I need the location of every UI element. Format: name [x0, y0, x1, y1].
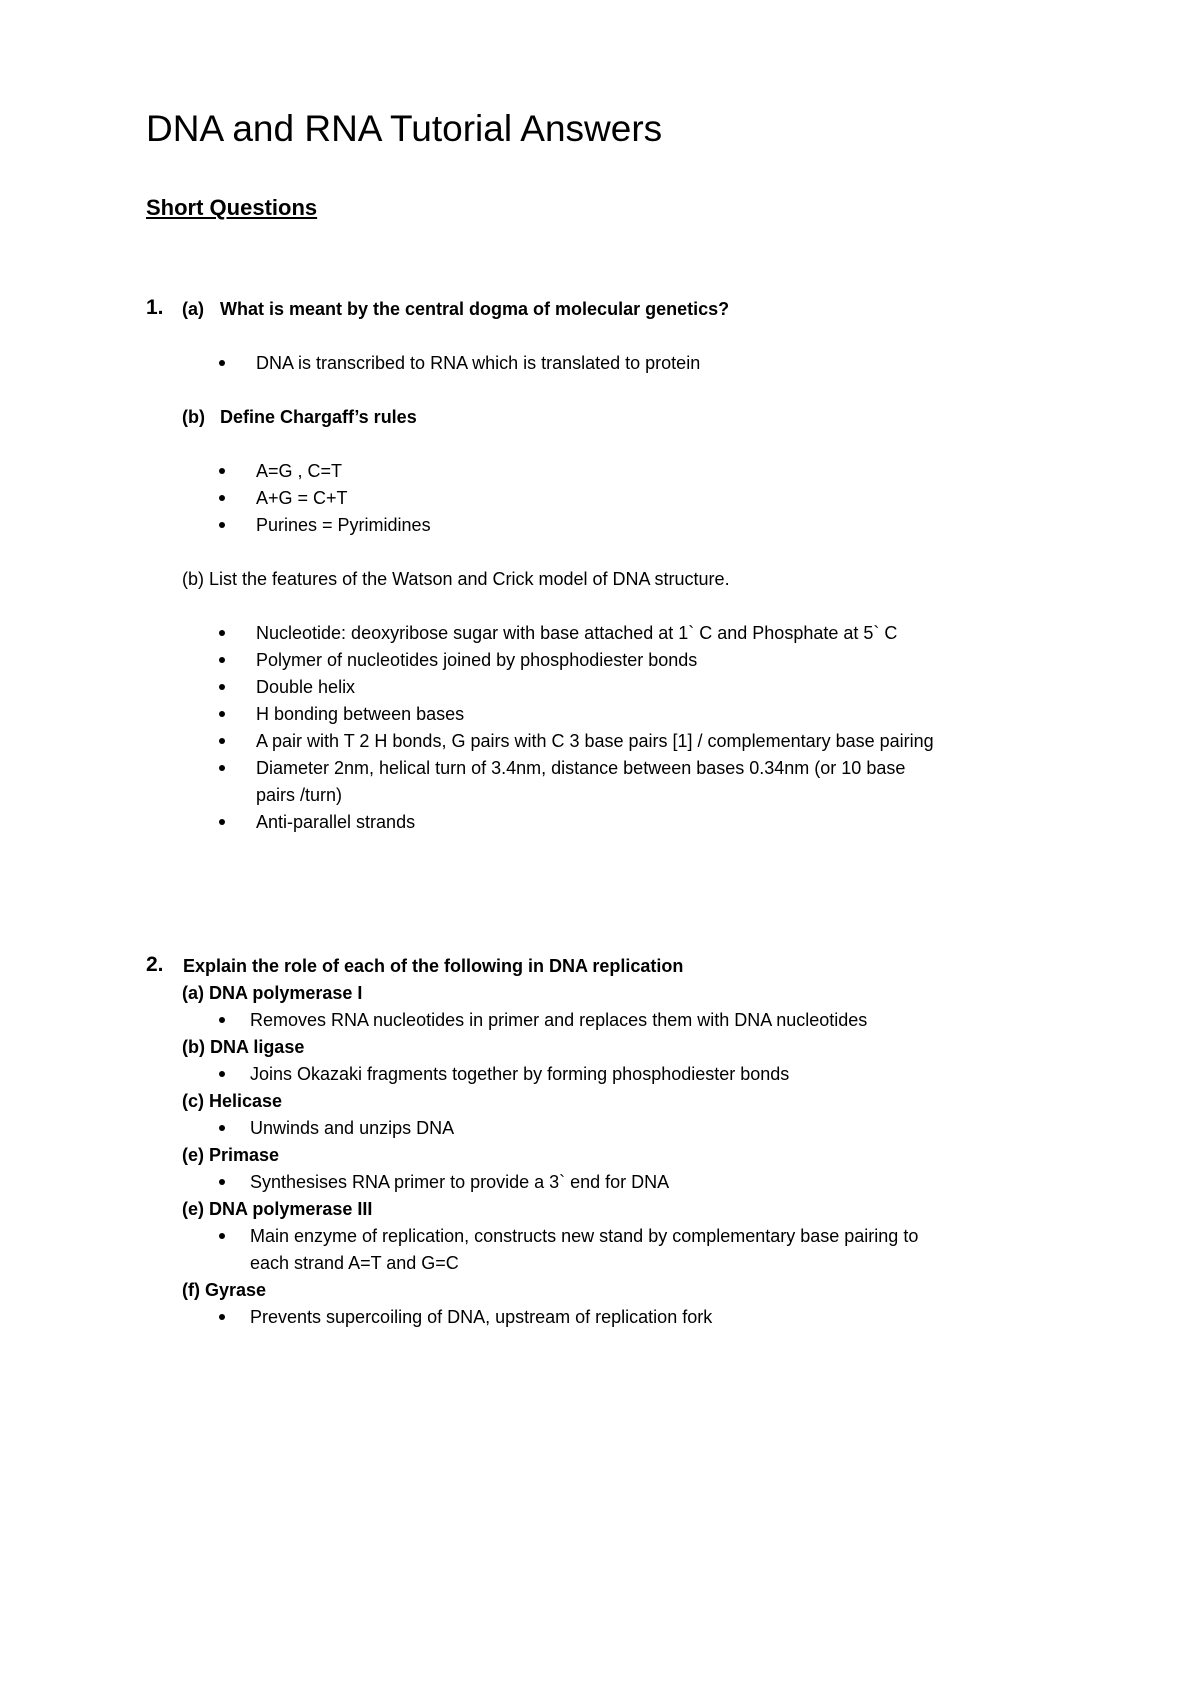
question-2f-label: (f) Gyrase	[182, 1280, 267, 1300]
bullet-icon	[219, 819, 225, 825]
question-1b-label: (b)	[182, 407, 205, 427]
bullet-icon	[219, 522, 225, 528]
question-2e-label: (e) DNA polymerase III	[182, 1199, 373, 1219]
question-2a-label: (a) DNA polymerase I	[182, 983, 363, 1003]
answer-1c-6: Anti-parallel strands	[256, 812, 416, 832]
answer-1c-3: H bonding between bases	[256, 704, 465, 724]
question-1-number: 1.	[146, 296, 164, 319]
answer-1b-0: A=G , C=T	[256, 461, 343, 481]
bullet-icon	[219, 1017, 225, 1023]
bullet-icon	[219, 468, 225, 474]
bullet-icon	[219, 765, 225, 771]
bullet-icon	[219, 1233, 225, 1239]
question-1a-label: (a)	[182, 299, 204, 319]
document-title: DNA and RNA Tutorial Answers	[146, 108, 663, 149]
answer-2e: Main enzyme of replication, constructs new stand by complementary base pairing to	[250, 1226, 919, 1246]
question-1c-text: (b) List the features of the Watson and Crick model of DNA structure.	[182, 569, 730, 589]
bullet-icon	[219, 738, 225, 744]
bullet-icon	[219, 360, 225, 366]
answer-2f: Prevents supercoiling of DNA, upstream of replication fork	[250, 1307, 713, 1327]
answer-2a: Removes RNA nucleotides in primer and replaces them with DNA nucleotides	[250, 1010, 868, 1030]
answer-1b-2: Purines = Pyrimidines	[256, 515, 431, 535]
answer-2d: Synthesises RNA primer to provide a 3` end for DNA	[250, 1172, 670, 1192]
bullet-icon	[219, 711, 225, 717]
bullet-icon	[219, 684, 225, 690]
answer-2b: Joins Okazaki fragments together by forming phosphodiester bonds	[250, 1064, 790, 1084]
question-2-number: 2.	[146, 953, 164, 976]
answer-1b-1: A+G = C+T	[256, 488, 348, 508]
answer-1c-5-cont: pairs /turn)	[256, 785, 343, 805]
bullet-icon	[219, 1125, 225, 1131]
question-1b-text: Define Chargaff’s rules	[220, 407, 417, 427]
bullet-icon	[219, 657, 225, 663]
answer-1c-2: Double helix	[256, 677, 356, 697]
answer-1c-1: Polymer of nucleotides joined by phosphodiester bonds	[256, 650, 698, 670]
bullet-icon	[219, 630, 225, 636]
question-2-text: Explain the role of each of the following in DNA replication	[183, 956, 684, 976]
section-heading: Short Questions	[146, 195, 318, 220]
answer-2c: Unwinds and unzips DNA	[250, 1118, 455, 1138]
answer-1c-4: A pair with T 2 H bonds, G pairs with C 3 base pairs [1] / complementary base pairing	[256, 731, 934, 751]
answer-1c-0: Nucleotide: deoxyribose sugar with base attached at 1` C and Phosphate at 5` C	[256, 623, 898, 643]
answer-2e-cont: each strand A=T and G=C	[250, 1253, 459, 1273]
question-2b-label: (b) DNA ligase	[182, 1037, 305, 1057]
answer-1a-0: DNA is transcribed to RNA which is translated to protein	[256, 353, 701, 373]
bullet-icon	[219, 1179, 225, 1185]
answer-1c-5: Diameter 2nm, helical turn of 3.4nm, distance between bases 0.34nm (or 10 base	[256, 758, 906, 778]
question-2d-label: (e) Primase	[182, 1145, 280, 1165]
bullet-icon	[219, 495, 225, 501]
question-2c-label: (c) Helicase	[182, 1091, 283, 1111]
bullet-icon	[219, 1314, 225, 1320]
bullet-icon	[219, 1071, 225, 1077]
question-1a-text: What is meant by the central dogma of molecular genetics?	[220, 299, 730, 319]
